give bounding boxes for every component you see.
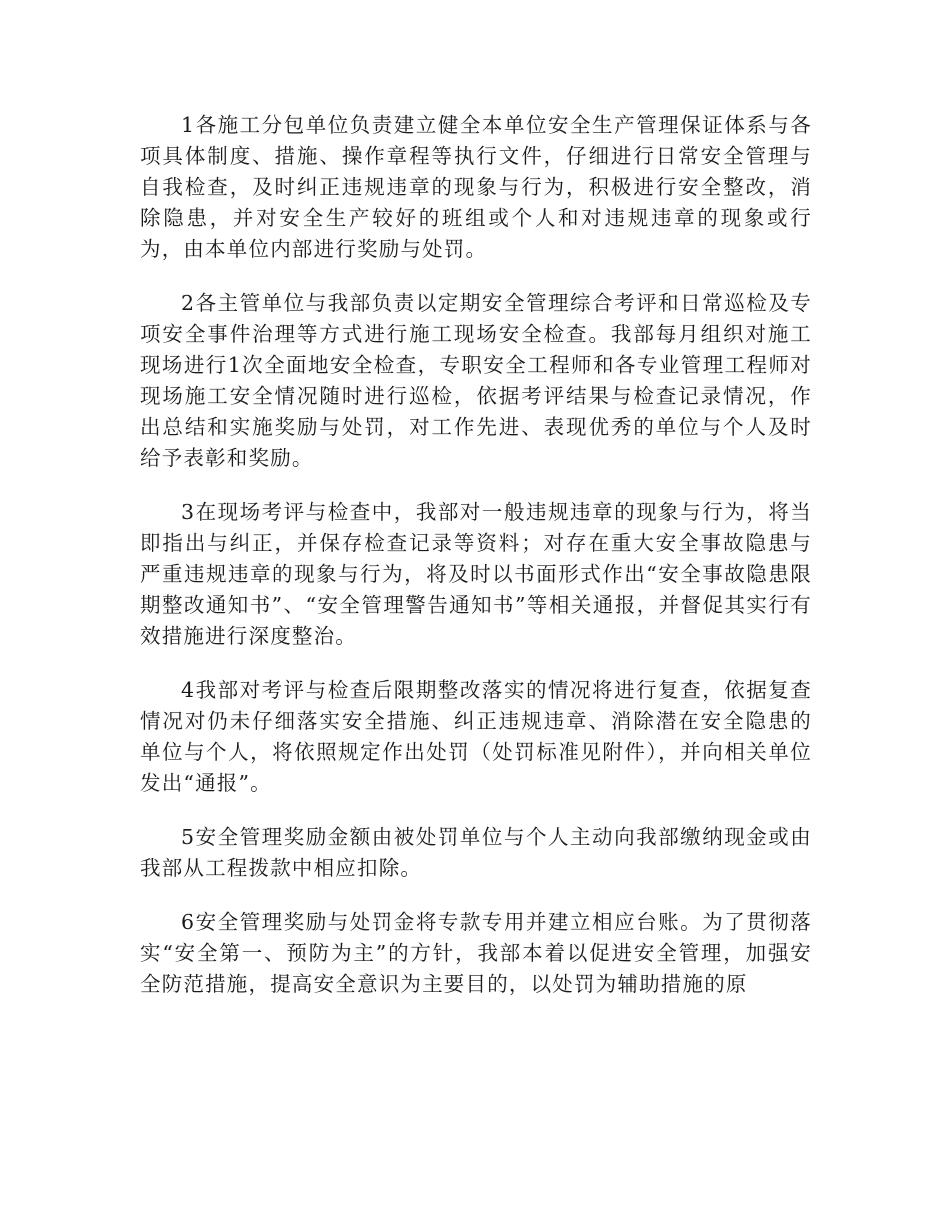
paragraph-5: 5安全管理奖励金额由被处罚单位与个人主动向我部缴纳现金或由我部从工程拨款中相应扣除。 (140, 825, 812, 880)
paragraph-6: 6安全管理奖励与处罚金将专款专用并建立相应台账。为了贯彻落实“安全第一、预防为主”的方针，我部本着以促进安全管理，加强安全防范措施，提高安全意识为主要目的，以处罚为辅助措施的原 (140, 910, 812, 996)
paragraph-4: 4我部对考评与检查后限期整改落实的情况将进行复查，依据复查情况对仍未仔细落实安全措施、纠正违规违章、消除潜在安全隐患的单位与个人，将依照规定作出处罚（处罚标准见附件），并向相关单位发出“通报”。 (140, 678, 812, 795)
paragraph-3: 3在现场考评与检查中，我部对一般违规违章的现象与行为，将当即指出与纠正，并保存检查记录等资料；对存在重大安全事故隐患与严重违规违章的现象与行为，将及时以书面形式作出“安全事故隐患限期整改通知书”、“安全管理警告通知书”等相关通报，并督促其实行有效措施进行深度整治。 (140, 500, 812, 648)
paragraph-1: 1各施工分包单位负责建立健全本单位安全生产管理保证体系与各项具体制度、措施、操作章程等执行文件，仔细进行日常安全管理与自我检查，及时纠正违规违章的现象与行为，积极进行安全整改，消除隐患，并对安全生产较好的班组或个人和对违规违章的现象或行为，由本单位内部进行奖励与处罚。 (140, 113, 812, 261)
document-body (140, 110, 812, 1023)
paragraph-2: 2各主管单位与我部负责以定期安全管理综合考评和日常巡检及专项安全事件治理等方式进行施工现场安全检查。我部每月组织对施工现场进行1次全面地安全检查，专职安全工程师和各专业管理工程师对现场施工安全情况随时进行巡检，依据考评结果与检查记录情况，作出总结和实施奖励与处罚，对工作先进、表现优秀的单位与个人及时给予表彰和奖励。 (140, 291, 812, 470)
